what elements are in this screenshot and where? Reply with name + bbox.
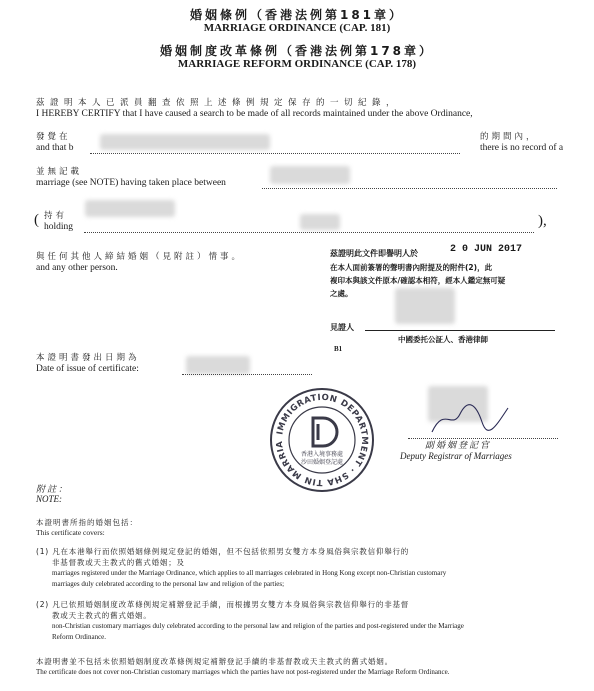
marriage-dotline (262, 188, 557, 189)
certify-cn: 茲證明本人已派員翻查依照上述條例規定保存的一切紀錄， (36, 98, 401, 108)
seal-inner-cn-2: 沙田婚姻登記處 (300, 459, 344, 466)
seal-inner-cn-1: 香港入境事務處 (300, 451, 344, 458)
redacted-notary-signature (395, 288, 455, 324)
registrar-cn: 副婚姻登記官 (425, 441, 492, 451)
period-en-right: there is no record of a (480, 143, 564, 153)
holding-dotline (84, 232, 534, 233)
redacted-date-range (100, 134, 270, 150)
stamp-code: B1 (334, 345, 343, 353)
title-en: MARRIAGE ORDINANCE (CAP. 181) (203, 22, 391, 34)
note-en: NOTE: (36, 494, 63, 504)
stamp-line2: 在本人面前簽署的聲明書內附提及的附件(2)，此 (330, 263, 493, 272)
stamp-line3: 複印本與該文件原本/確認本相符，經本人鑑定無可疑 (330, 276, 506, 285)
period-cn-left: 發覺在 (36, 132, 71, 142)
item1-en-1: marriages registered under the Marriage Ordinance, which applies to all marriages celebrated in Hong Kong except non-Christian customary (52, 569, 447, 577)
seal-outer-text: IMMIGRATION DEPARTMENT · SHA TIN MARRIA (274, 392, 370, 488)
other-en: and any other person. (36, 263, 118, 273)
item1-cn-1: (1) 凡在本港舉行而依照婚姻條例規定登記的婚姻，但不包括依照男女雙方本身風俗與宗教信仰舉行的 (36, 547, 410, 556)
registrar-signature (430, 396, 510, 436)
holding-paren-open: ( (34, 212, 39, 228)
period-cn-right: 的期間內， (480, 132, 538, 142)
subtitle-en: MARRIAGE REFORM ORDINANCE (CAP. 178) (177, 58, 417, 70)
holding-cn: 持有 (44, 211, 68, 221)
issue-cn: 本證明書發出日期為 (36, 353, 140, 363)
note-cn: 附註： (36, 485, 70, 495)
item2-en-1: non-Christian customary marriages duly celebrated according to the personal law and religion of the parties and post-registered under the Marriage (52, 622, 464, 630)
witness-line (365, 330, 555, 331)
stamp-line4: 之處。 (330, 289, 353, 298)
certify-en: I HEREBY CERTIFY that I have caused a search to be made of all records maintained under the above Ordinance, (36, 109, 473, 119)
other-cn: 與任何其他人締結婚姻（見附註）情事。 (36, 252, 244, 262)
marriage-cn: 並無記載 (36, 167, 83, 177)
item2-en-2: Reform Ordinance. (52, 633, 107, 641)
issue-en: Date of issue of certificate: (36, 364, 139, 374)
period-en-left: and that b (36, 143, 74, 153)
redacted-id-2 (300, 214, 340, 230)
holding-en: holding (44, 222, 74, 232)
redacted-name (270, 166, 350, 184)
item2-cn-2: 教或天主教式的舊式婚姻。 (52, 611, 152, 620)
title-cn: 婚姻條例（香港法例第181章） (189, 8, 405, 22)
item2-cn-1: (2) 凡已依照婚姻制度改革條例規定補辦登記手續，而根據男女雙方本身風俗與宗教信仰舉行的非基督 (36, 600, 410, 609)
issue-dotline (182, 374, 312, 375)
covers-en: This certificate covers: (36, 528, 105, 537)
marriage-en: marriage (see NOTE) having taken place between (36, 178, 226, 188)
item1-cn-2: 非基督教或天主教式的舊式婚姻；及 (52, 558, 185, 567)
holding-paren-close: ), (538, 213, 547, 229)
footer-en: The certificate does not cover non-Christian customary marriages which the parties have not post-registered under the Marriage Reform Ordinance. (36, 668, 450, 676)
footer-cn: 本證明書並不包括未依照婚姻制度改革條例規定補辦登記手續的非基督教或天主教式的舊式婚姻。 (36, 657, 393, 666)
registry-seal (268, 386, 376, 494)
item1-en-2: marriages duly celebrated according to the personal law and religion of the parties; (52, 580, 285, 588)
notary-title: 中國委托公証人、香港律師 (398, 335, 488, 344)
stamp-label: 茲證明此文件即譽明人於 (330, 249, 418, 258)
stamp-date: 2 0 JUN 2017 (450, 244, 523, 255)
witness-label: 見證人 (330, 323, 354, 332)
registrar-en: Deputy Registrar of Marriages (400, 451, 512, 461)
redacted-issue-date (186, 356, 250, 374)
period-dotline (90, 153, 460, 154)
subtitle-cn: 婚姻制度改革條例（香港法例第178章） (159, 44, 435, 58)
covers-cn: 本證明書所指的婚姻包括： (36, 518, 138, 527)
redacted-id-1 (85, 200, 175, 217)
